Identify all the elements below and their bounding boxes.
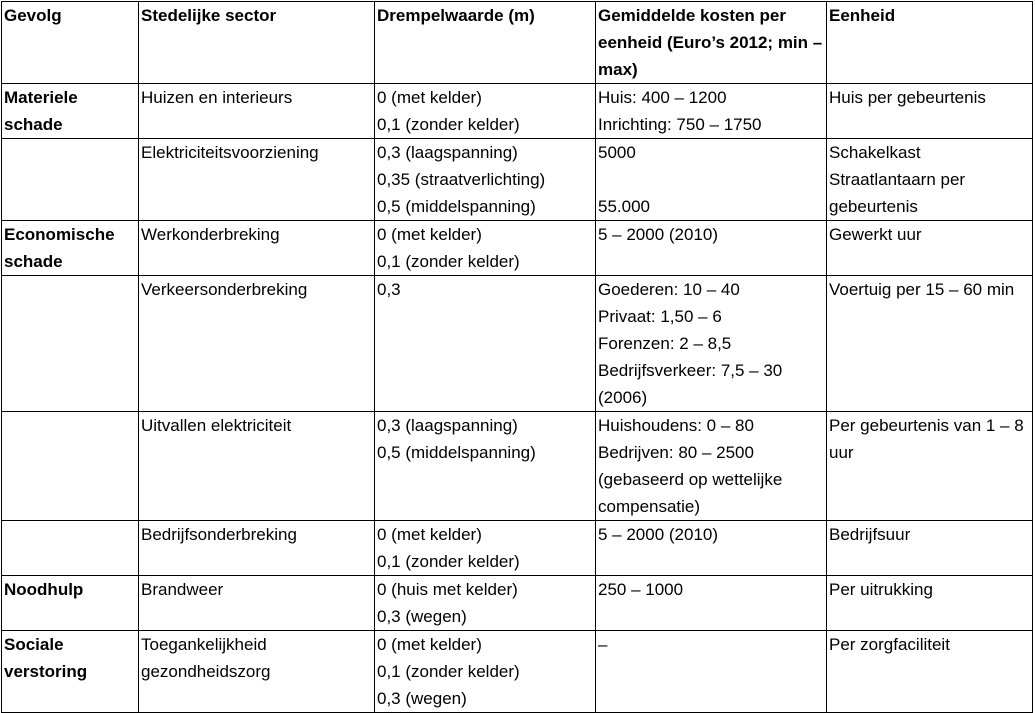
table-row — [2, 521, 1033, 576]
cell-eenheid: Schakelkast Straatlantaarn per gebeurtenis — [827, 139, 1033, 221]
flood-consequences-table — [1, 1, 1033, 713]
cell-gevolg: Economische schade — [2, 221, 139, 276]
cell-drempel: 0,3 — [375, 276, 596, 412]
cell-drempel: 0 (met kelder) 0,1 (zonder kelder) — [375, 521, 596, 576]
cell-drempel: 0,3 (laagspanning) 0,35 (straatverlichting) 0,5 (middelspanning) — [375, 139, 596, 221]
cell-gevolg — [2, 412, 139, 521]
cell-kosten: Goederen: 10 – 40 Privaat: 1,50 – 6 Forenzen: 2 – 8,5 Bedrijfsverkeer: 7,5 – 30 (2006) — [596, 276, 827, 412]
cell-sector: Uitvallen elektriciteit — [139, 412, 375, 521]
cell-eenheid: Bedrijfsuur — [827, 521, 1033, 576]
cell-sector: Verkeersonderbreking — [139, 276, 375, 412]
cell-sector: Bedrijfsonderbreking — [139, 521, 375, 576]
cell-gevolg: Materiele schade — [2, 84, 139, 139]
table-row — [2, 576, 1033, 631]
cell-sector: Elektriciteitsvoorziening — [139, 139, 375, 221]
cell-sector: Toegankelijkheid gezondheidszorg — [139, 631, 375, 713]
cell-eenheid: Huis per gebeurtenis — [827, 84, 1033, 139]
table-row — [2, 412, 1033, 521]
cell-kosten: 5 – 2000 (2010) — [596, 221, 827, 276]
cell-gevolg — [2, 521, 139, 576]
cell-gevolg: Noodhulp — [2, 576, 139, 631]
cell-eenheid: Per zorgfaciliteit — [827, 631, 1033, 713]
cell-gevolg — [2, 139, 139, 221]
cell-drempel: 0 (met kelder) 0,1 (zonder kelder) 0,3 (wegen) — [375, 631, 596, 713]
header-stedelijke-sector: Stedelijke sector — [139, 2, 375, 84]
cell-kosten: 5 – 2000 (2010) — [596, 521, 827, 576]
cell-gevolg: Sociale verstoring — [2, 631, 139, 713]
cell-eenheid: Per uitrukking — [827, 576, 1033, 631]
cell-drempel: 0 (met kelder) 0,1 (zonder kelder) — [375, 84, 596, 139]
cell-eenheid: Voertuig per 15 – 60 min — [827, 276, 1033, 412]
table-row — [2, 139, 1033, 221]
cell-kosten: Huis: 400 – 1200 Inrichting: 750 – 1750 — [596, 84, 827, 139]
cell-sector: Brandweer — [139, 576, 375, 631]
cell-gevolg — [2, 276, 139, 412]
cell-drempel: 0 (huis met kelder) 0,3 (wegen) — [375, 576, 596, 631]
header-drempelwaarde: Drempelwaarde (m) — [375, 2, 596, 84]
cell-kosten: 5000 55.000 — [596, 139, 827, 221]
table-row — [2, 631, 1033, 713]
cell-drempel: 0 (met kelder) 0,1 (zonder kelder) — [375, 221, 596, 276]
cell-sector: Huizen en interieurs — [139, 84, 375, 139]
cell-kosten: Huishoudens: 0 – 80 Bedrijven: 80 – 2500 (gebaseerd op wettelijke compensatie) — [596, 412, 827, 521]
cell-drempel: 0,3 (laagspanning) 0,5 (middelspanning) — [375, 412, 596, 521]
table-row — [2, 276, 1033, 412]
table-row — [2, 221, 1033, 276]
header-gevolg: Gevolg — [2, 2, 139, 84]
cell-kosten: – — [596, 631, 827, 713]
cell-eenheid: Per gebeurtenis van 1 – 8 uur — [827, 412, 1033, 521]
cell-sector: Werkonderbreking — [139, 221, 375, 276]
cell-eenheid: Gewerkt uur — [827, 221, 1033, 276]
cell-kosten: 250 – 1000 — [596, 576, 827, 631]
header-gemiddelde-kosten: Gemiddelde kosten per eenheid (Euro’s 2012; min – max) — [596, 2, 827, 84]
header-eenheid: Eenheid — [827, 2, 1033, 84]
table-row — [2, 84, 1033, 139]
header-row — [2, 2, 1033, 84]
